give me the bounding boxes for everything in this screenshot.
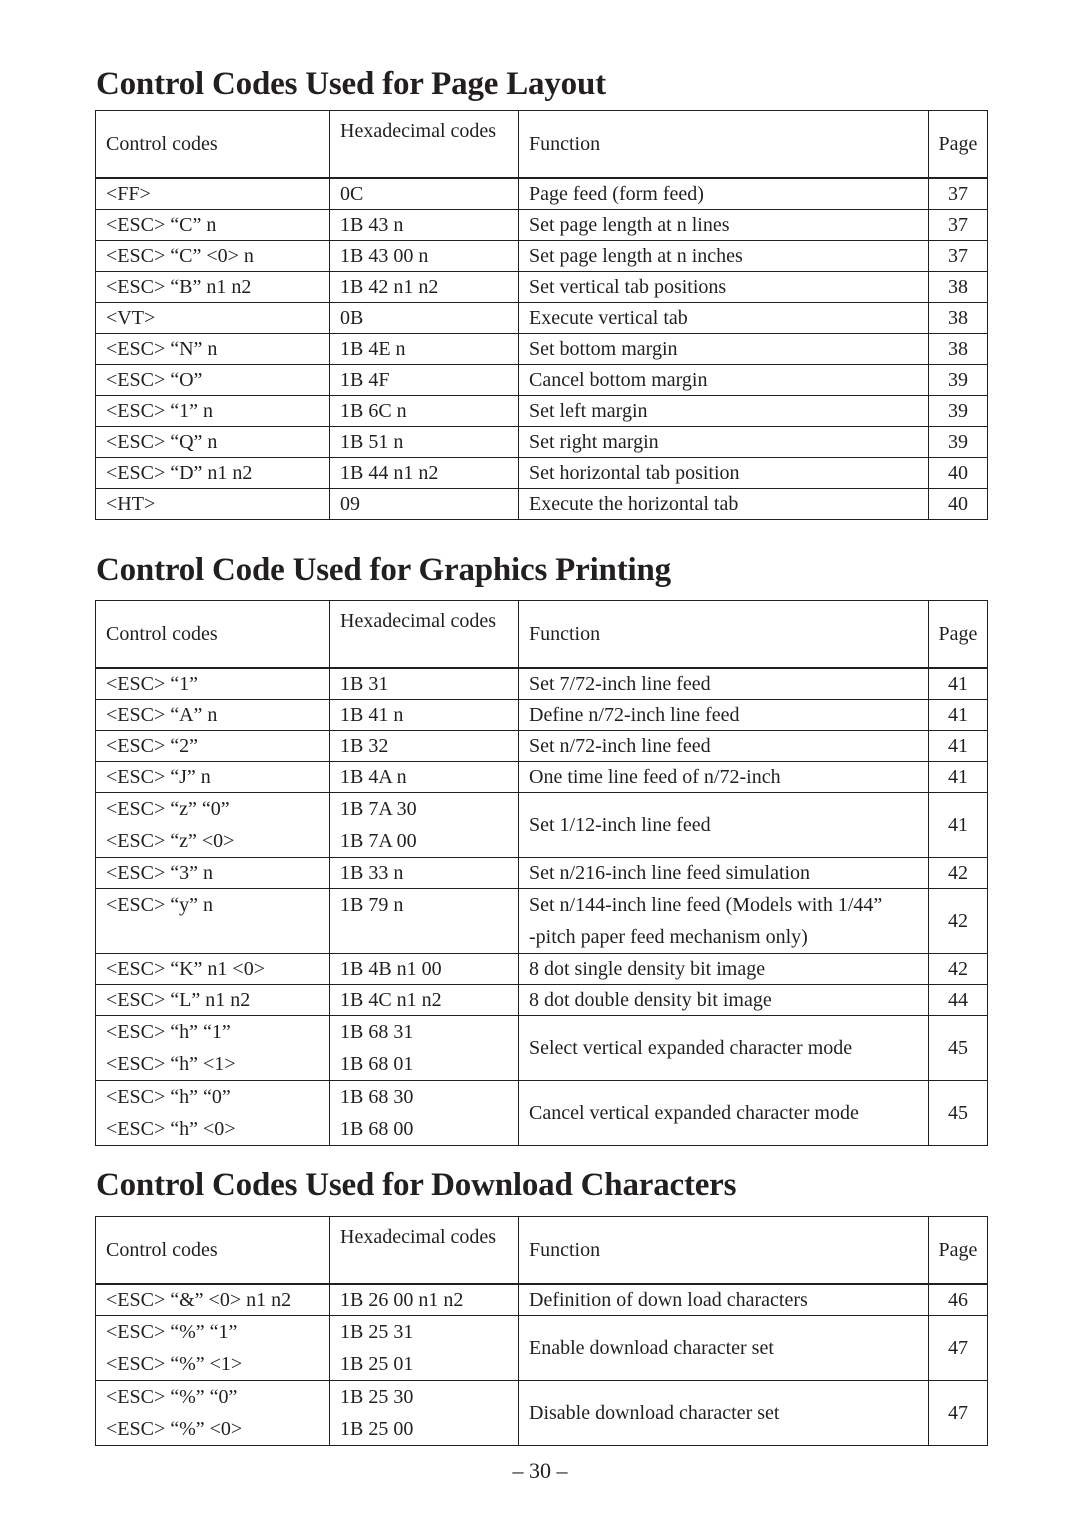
hex-code-cell: 1B 51 n bbox=[330, 427, 519, 458]
header-hex-codes: Hexadecimal codes bbox=[330, 111, 519, 179]
header-page: Page bbox=[929, 1217, 988, 1285]
page-cell: 37 bbox=[929, 241, 988, 272]
table-row bbox=[96, 210, 988, 241]
table-row bbox=[96, 985, 988, 1016]
hex-code-cell: 1B 31 bbox=[330, 668, 519, 700]
function-cell: Set horizontal tab position bbox=[519, 458, 929, 489]
table-row bbox=[96, 1316, 988, 1381]
table-row bbox=[96, 396, 988, 427]
control-code-line: <ESC> “z” “0” bbox=[106, 798, 230, 820]
table-header-row bbox=[96, 601, 988, 669]
table-row bbox=[96, 954, 988, 985]
hex-code-cell bbox=[330, 1381, 519, 1446]
hex-code-cell: 1B 44 n1 n2 bbox=[330, 458, 519, 489]
page-cell: 38 bbox=[929, 303, 988, 334]
control-code-cell: <HT> bbox=[96, 489, 330, 520]
hex-code-cell bbox=[330, 1081, 519, 1146]
control-code-cell: <ESC> “2” bbox=[96, 731, 330, 762]
page-cell: 47 bbox=[929, 1316, 988, 1381]
table-row bbox=[96, 668, 988, 700]
hex-code-line: 1B 25 01 bbox=[340, 1353, 414, 1375]
table-row bbox=[96, 241, 988, 272]
page-cell: 41 bbox=[929, 762, 988, 793]
control-code-line: <ESC> “z” <0> bbox=[106, 830, 235, 852]
page-cell: 45 bbox=[929, 1081, 988, 1146]
table-row bbox=[96, 1016, 988, 1081]
hex-code-cell: 0B bbox=[330, 303, 519, 334]
control-code-line: <ESC> “%” “0” bbox=[106, 1386, 238, 1408]
header-page: Page bbox=[929, 601, 988, 669]
table-row bbox=[96, 700, 988, 731]
control-code-cell: <ESC> “L” n1 n2 bbox=[96, 985, 330, 1016]
page-cell: 42 bbox=[929, 889, 988, 954]
function-cell bbox=[519, 889, 929, 954]
control-code-cell: <ESC> “3” n bbox=[96, 858, 330, 889]
control-code-cell: <ESC> “C” <0> n bbox=[96, 241, 330, 272]
control-code-cell: <ESC> “O” bbox=[96, 365, 330, 396]
hex-code-line: 1B 25 30 bbox=[340, 1386, 414, 1408]
table-row bbox=[96, 334, 988, 365]
function-cell: 8 dot double density bit image bbox=[519, 985, 929, 1016]
hex-code-cell: 1B 43 n bbox=[330, 210, 519, 241]
table-header-row bbox=[96, 111, 988, 179]
function-cell: Set bottom margin bbox=[519, 334, 929, 365]
function-cell: Set left margin bbox=[519, 396, 929, 427]
control-code-line: <ESC> “%” <1> bbox=[106, 1353, 243, 1375]
hex-code-cell: 1B 32 bbox=[330, 731, 519, 762]
function-cell: Disable download character set bbox=[519, 1381, 929, 1446]
table-row bbox=[96, 272, 988, 303]
function-cell: Cancel bottom margin bbox=[519, 365, 929, 396]
page-cell: 37 bbox=[929, 210, 988, 241]
graphics-printing-table bbox=[95, 600, 988, 1146]
table-row bbox=[96, 731, 988, 762]
control-code-line: <ESC> “y” n bbox=[106, 894, 213, 916]
hex-code-cell: 1B 4F bbox=[330, 365, 519, 396]
control-code-cell bbox=[96, 1016, 330, 1081]
control-code-cell bbox=[96, 793, 330, 858]
hex-code-line: 1B 68 00 bbox=[340, 1118, 414, 1140]
page-cell: 40 bbox=[929, 458, 988, 489]
control-code-cell: <ESC> “C” n bbox=[96, 210, 330, 241]
page-number: – 30 – bbox=[512, 1458, 568, 1483]
function-cell: Set vertical tab positions bbox=[519, 272, 929, 303]
section-title-download-characters: Control Codes Used for Download Characters bbox=[96, 1167, 737, 1203]
page-cell: 39 bbox=[929, 365, 988, 396]
page-cell: 41 bbox=[929, 793, 988, 858]
hex-code-line: 1B 68 01 bbox=[340, 1053, 414, 1075]
table-row bbox=[96, 1284, 988, 1316]
table-row bbox=[96, 793, 988, 858]
function-cell: Definition of down load characters bbox=[519, 1284, 929, 1316]
page-cell: 45 bbox=[929, 1016, 988, 1081]
page-cell: 46 bbox=[929, 1284, 988, 1316]
control-code-cell: <ESC> “J” n bbox=[96, 762, 330, 793]
control-code-line: <ESC> “%” “1” bbox=[106, 1321, 238, 1343]
control-code-line: <ESC> “h” <1> bbox=[106, 1053, 236, 1075]
table-row bbox=[96, 1081, 988, 1146]
function-cell: Execute vertical tab bbox=[519, 303, 929, 334]
control-code-cell: <ESC> “Q” n bbox=[96, 427, 330, 458]
function-line: -pitch paper feed mechanism only) bbox=[529, 926, 808, 948]
control-code-cell bbox=[96, 1316, 330, 1381]
table-row bbox=[96, 458, 988, 489]
header-control-codes: Control codes bbox=[96, 601, 330, 669]
function-cell: 8 dot single density bit image bbox=[519, 954, 929, 985]
control-code-cell: <ESC> “N” n bbox=[96, 334, 330, 365]
hex-code-line: 1B 7A 00 bbox=[340, 830, 417, 852]
function-cell: Set 1/12-inch line feed bbox=[519, 793, 929, 858]
page-cell: 41 bbox=[929, 668, 988, 700]
hex-code-line: 1B 68 31 bbox=[340, 1021, 414, 1043]
section-title-page-layout: Control Codes Used for Page Layout bbox=[96, 66, 606, 102]
function-cell: Enable download character set bbox=[519, 1316, 929, 1381]
control-code-cell bbox=[96, 889, 330, 954]
control-code-cell bbox=[96, 1381, 330, 1446]
page-cell: 37 bbox=[929, 178, 988, 210]
control-code-cell: <FF> bbox=[96, 178, 330, 210]
page-cell: 42 bbox=[929, 858, 988, 889]
header-hex-codes: Hexadecimal codes bbox=[330, 601, 519, 669]
function-cell: Set n/216-inch line feed simulation bbox=[519, 858, 929, 889]
table-row bbox=[96, 858, 988, 889]
hex-code-cell: 1B 4A n bbox=[330, 762, 519, 793]
table-header-row bbox=[96, 1217, 988, 1285]
table-row bbox=[96, 365, 988, 396]
control-code-cell: <ESC> “B” n1 n2 bbox=[96, 272, 330, 303]
function-cell: Define n/72-inch line feed bbox=[519, 700, 929, 731]
function-cell: One time line feed of n/72-inch bbox=[519, 762, 929, 793]
hex-code-cell: 0C bbox=[330, 178, 519, 210]
control-code-cell bbox=[96, 1081, 330, 1146]
page-cell: 41 bbox=[929, 700, 988, 731]
function-cell: Page feed (form feed) bbox=[519, 178, 929, 210]
page-cell: 38 bbox=[929, 334, 988, 365]
hex-code-cell: 1B 4B n1 00 bbox=[330, 954, 519, 985]
hex-code-line: 1B 7A 30 bbox=[340, 798, 417, 820]
hex-code-cell: 1B 6C n bbox=[330, 396, 519, 427]
table-row bbox=[96, 1381, 988, 1446]
function-cell: Execute the horizontal tab bbox=[519, 489, 929, 520]
hex-code-cell: 1B 26 00 n1 n2 bbox=[330, 1284, 519, 1316]
control-code-cell: <ESC> “1” n bbox=[96, 396, 330, 427]
page-cell: 47 bbox=[929, 1381, 988, 1446]
control-code-line: <ESC> “h” <0> bbox=[106, 1118, 236, 1140]
hex-code-cell: 1B 42 n1 n2 bbox=[330, 272, 519, 303]
header-page: Page bbox=[929, 111, 988, 179]
table-row bbox=[96, 889, 988, 954]
page-cell: 39 bbox=[929, 427, 988, 458]
control-code-line: <ESC> “h” “1” bbox=[106, 1021, 231, 1043]
hex-code-cell bbox=[330, 1016, 519, 1081]
control-code-cell: <VT> bbox=[96, 303, 330, 334]
hex-code-cell: 09 bbox=[330, 489, 519, 520]
hex-code-cell bbox=[330, 1316, 519, 1381]
table-row bbox=[96, 303, 988, 334]
header-control-codes: Control codes bbox=[96, 1217, 330, 1285]
control-code-cell: <ESC> “&” <0> n1 n2 bbox=[96, 1284, 330, 1316]
function-cell: Set right margin bbox=[519, 427, 929, 458]
page-cell: 38 bbox=[929, 272, 988, 303]
control-code-cell: <ESC> “K” n1 <0> bbox=[96, 954, 330, 985]
function-cell: Set page length at n lines bbox=[519, 210, 929, 241]
table-row bbox=[96, 178, 988, 210]
hex-code-line: 1B 68 30 bbox=[340, 1086, 414, 1108]
hex-code-cell: 1B 4C n1 n2 bbox=[330, 985, 519, 1016]
hex-code-cell: 1B 41 n bbox=[330, 700, 519, 731]
header-function: Function bbox=[519, 601, 929, 669]
function-line: Set n/144-inch line feed (Models with 1/44” bbox=[529, 894, 883, 916]
table-row bbox=[96, 762, 988, 793]
section-title-graphics-printing: Control Code Used for Graphics Printing bbox=[96, 552, 671, 588]
function-cell: Select vertical expanded character mode bbox=[519, 1016, 929, 1081]
function-cell: Cancel vertical expanded character mode bbox=[519, 1081, 929, 1146]
hex-code-cell: 1B 4E n bbox=[330, 334, 519, 365]
header-function: Function bbox=[519, 1217, 929, 1285]
hex-code-line: 1B 79 n bbox=[340, 894, 404, 916]
page-cell: 42 bbox=[929, 954, 988, 985]
hex-code-cell: 1B 43 00 n bbox=[330, 241, 519, 272]
function-cell: Set n/72-inch line feed bbox=[519, 731, 929, 762]
page-cell: 41 bbox=[929, 731, 988, 762]
download-characters-table bbox=[95, 1216, 988, 1446]
page-cell: 44 bbox=[929, 985, 988, 1016]
header-function: Function bbox=[519, 111, 929, 179]
hex-code-cell bbox=[330, 889, 519, 954]
control-code-cell: <ESC> “1” bbox=[96, 668, 330, 700]
header-hex-codes: Hexadecimal codes bbox=[330, 1217, 519, 1285]
hex-code-cell: 1B 33 n bbox=[330, 858, 519, 889]
control-code-line: <ESC> “%” <0> bbox=[106, 1418, 243, 1440]
hex-code-line: 1B 25 00 bbox=[340, 1418, 414, 1440]
control-code-line: <ESC> “h” “0” bbox=[106, 1086, 231, 1108]
hex-code-cell bbox=[330, 793, 519, 858]
page-cell: 39 bbox=[929, 396, 988, 427]
control-code-cell: <ESC> “D” n1 n2 bbox=[96, 458, 330, 489]
function-cell: Set 7/72-inch line feed bbox=[519, 668, 929, 700]
page-cell: 40 bbox=[929, 489, 988, 520]
hex-code-line: 1B 25 31 bbox=[340, 1321, 414, 1343]
control-code-cell: <ESC> “A” n bbox=[96, 700, 330, 731]
table-row bbox=[96, 427, 988, 458]
table-row bbox=[96, 489, 988, 520]
header-control-codes: Control codes bbox=[96, 111, 330, 179]
page-layout-table bbox=[95, 110, 988, 520]
function-cell: Set page length at n inches bbox=[519, 241, 929, 272]
